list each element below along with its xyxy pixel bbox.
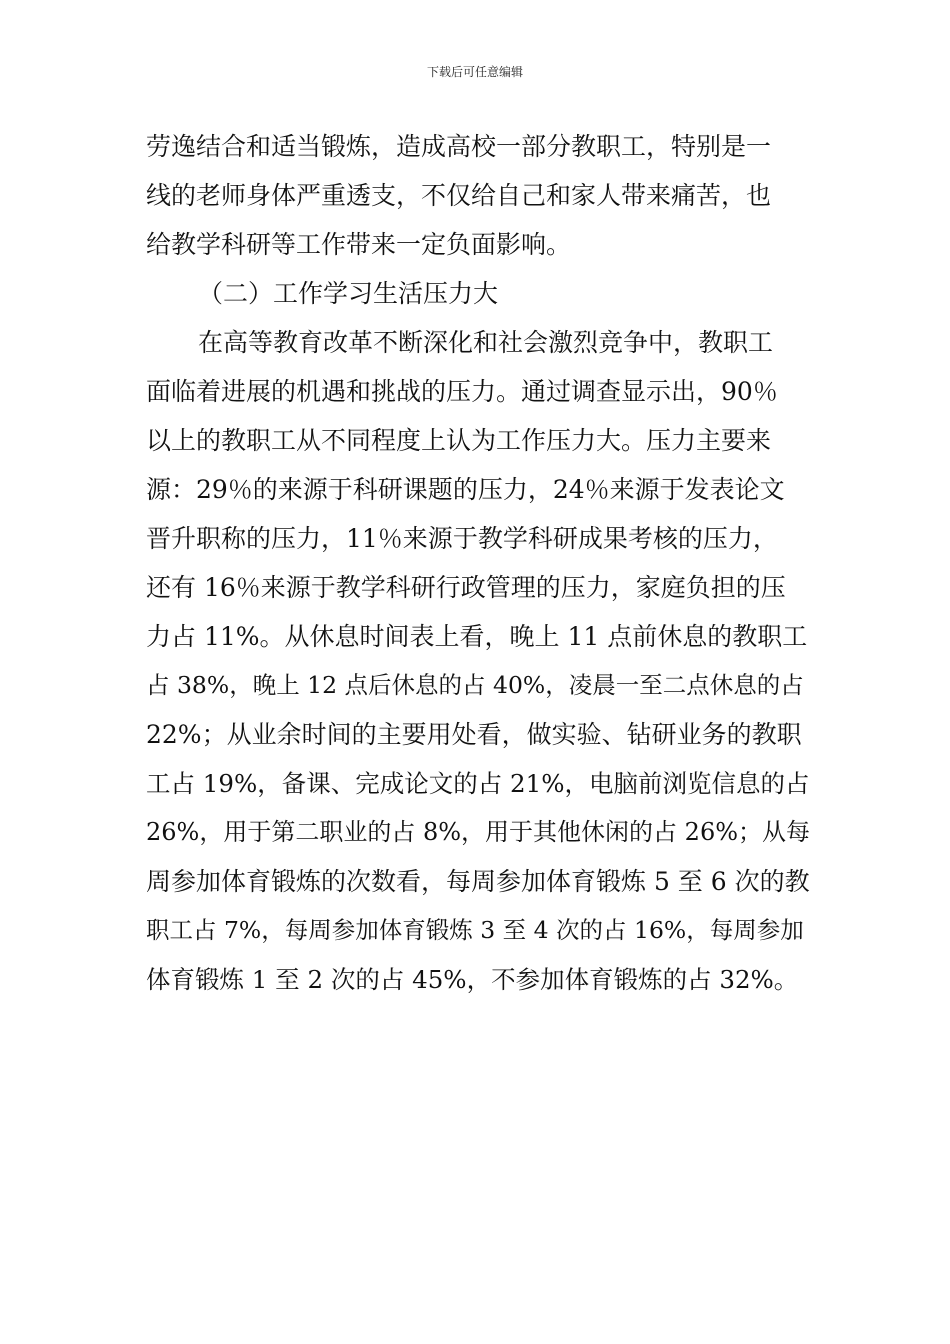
document-body: [146, 122, 810, 1004]
text-line: 22%；从业余时间的主要用处看，做实验、钻研业务的教职: [146, 720, 802, 749]
text-line: 职工占 7%，每周参加体育锻炼 3 至 4 次的占 16%，每周参加: [146, 916, 804, 944]
text-line: 周参加体育锻炼的次数看，每周参加体育锻炼 5 至 6 次的教: [146, 867, 810, 896]
text-line: 体育锻炼 1 至 2 次的占 45%，不参加体育锻炼的占 32%。: [146, 965, 799, 994]
text-line: 力占 11%。从休息时间表上看，晚上 11 点前休息的教职工: [146, 622, 808, 651]
page-header: 下载后可任意编辑: [426, 65, 523, 79]
text-line: 劳逸结合和适当锻炼，造成高校一部分教职工，特别是一: [146, 132, 772, 161]
text-line: 工占 19%，备课、完成论文的占 21%，电脑前浏览信息的占: [146, 769, 810, 798]
text-line: 以上的教职工从不同程度上认为工作压力大。压力主要来: [146, 426, 772, 455]
text-line: 占 38%，晚上 12 点后休息的占 40%，凌晨一至二点休息的占: [146, 671, 804, 699]
text-line: 给教学科研等工作带来一定负面影响。: [146, 230, 572, 259]
section-heading: （二）工作学习生活压力大: [198, 279, 499, 308]
text-line: 面临着进展的机遇和挑战的压力。通过调查显示出，90％: [146, 377, 778, 406]
text-line: 还有 16％来源于教学科研行政管理的压力，家庭负担的压: [146, 573, 786, 602]
text-line: 26%，用于第二职业的占 8%，用于其他休闲的占 26%；从每: [146, 818, 811, 846]
text-line: 在高等教育改革不断深化和社会激烈竞争中，教职工: [198, 328, 774, 357]
text-line: 线的老师身体严重透支，不仅给自己和家人带来痛苦，也: [146, 181, 772, 210]
text-line: 晋升职称的压力，11％来源于教学科研成果考核的压力，: [146, 524, 778, 553]
text-line: 源：29％的来源于科研课题的压力，24％来源于发表论文: [146, 475, 785, 504]
